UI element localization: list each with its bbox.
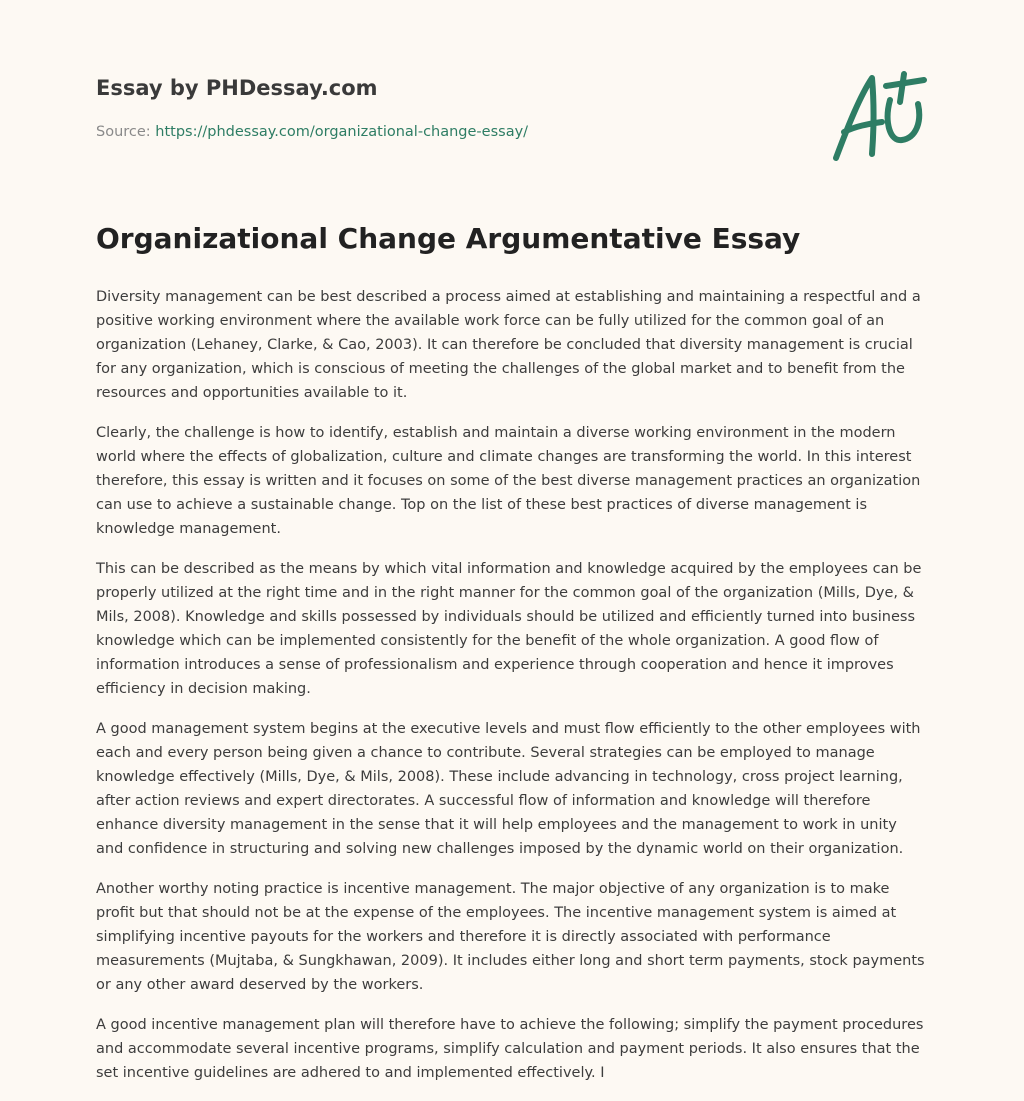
site-header — [96, 0, 928, 200]
article-paragraph: Clearly, the challenge is how to identify, establish and maintain a diverse working environment in the modern world where the effects of globalization, culture and climate changes are transforming the world. In this interest therefore, this essay is written and it focuses on some of the best diverse management practices an organization can use to achieve a sustainable change. Top on the list of these best practices of diverse management is knowledge management. — [96, 425, 921, 537]
site-brand: Essay by PHDessay.com — [96, 76, 378, 100]
article-paragraph: A good management system begins at the executive levels and must flow efficiently to the other employees with each and every person being given a chance to contribute. Several strategies can be employed to manage knowledge effectively (Mills, Dye, & Mils, 2008). These include advancing in technology, cross project learning, after action reviews and expert directorates. A successful flow of information and knowledge will therefore enhance diversity management in the sense that it will help employees and the management to work in unity and confidence in structuring and solving new challenges imposed by the dynamic world on their organization. — [96, 721, 921, 857]
article-paragraph: This can be described as the means by which vital information and knowledge acquired by the employees can be properly utilized at the right time and in the right manner for the common goal of the organization (Mills, Dye, & Mils, 2008). Knowledge and skills possessed by individuals should be utilized and efficiently turned into business knowledge which can be implemented consistently for the benefit of the whole organization. A good flow of information introduces a sense of professionalism and experience through cooperation and hence it improves efficiency in decision making. — [96, 561, 922, 697]
article-paragraph: Diversity management can be best described a process aimed at establishing and maintaining a respectful and a positive working environment where the available work force can be fully utilized for the common goal of an organization (Lehaney, Clarke, & Cao, 2003). It can therefore be concluded that diversity management is crucial for any organization, which is conscious of meeting the challenges of the global market and to benefit from the resources and opportunities available to it. — [96, 289, 921, 401]
article-title: Organizational Change Argumentative Essay — [96, 222, 801, 255]
a-plus-logo-icon — [828, 66, 928, 166]
article-paragraph: A good incentive management plan will therefore have to achieve the following; simplify the payment procedures and accommodate several incentive programs, simplify calculation and payment periods. It also ensures that the set incentive guidelines are adhered to and implemented effectively. I — [96, 1017, 924, 1081]
source-line — [96, 124, 528, 140]
article-paragraph: Another worthy noting practice is incentive management. The major objective of any organization is to make profit but that should not be at the expense of the employees. The incentive management system is aimed at simplifying incentive payouts for the workers and therefore it is directly associated with performance measurements (Mujtaba, & Sungkhawan, 2009). It includes either long and short term payments, stock payments or any other award deserved by the workers. — [96, 881, 925, 993]
source-link[interactable]: https://phdessay.com/organizational-change-essay/ — [155, 124, 529, 140]
source-label: Source: — [96, 124, 156, 140]
article-body — [96, 285, 928, 1101]
